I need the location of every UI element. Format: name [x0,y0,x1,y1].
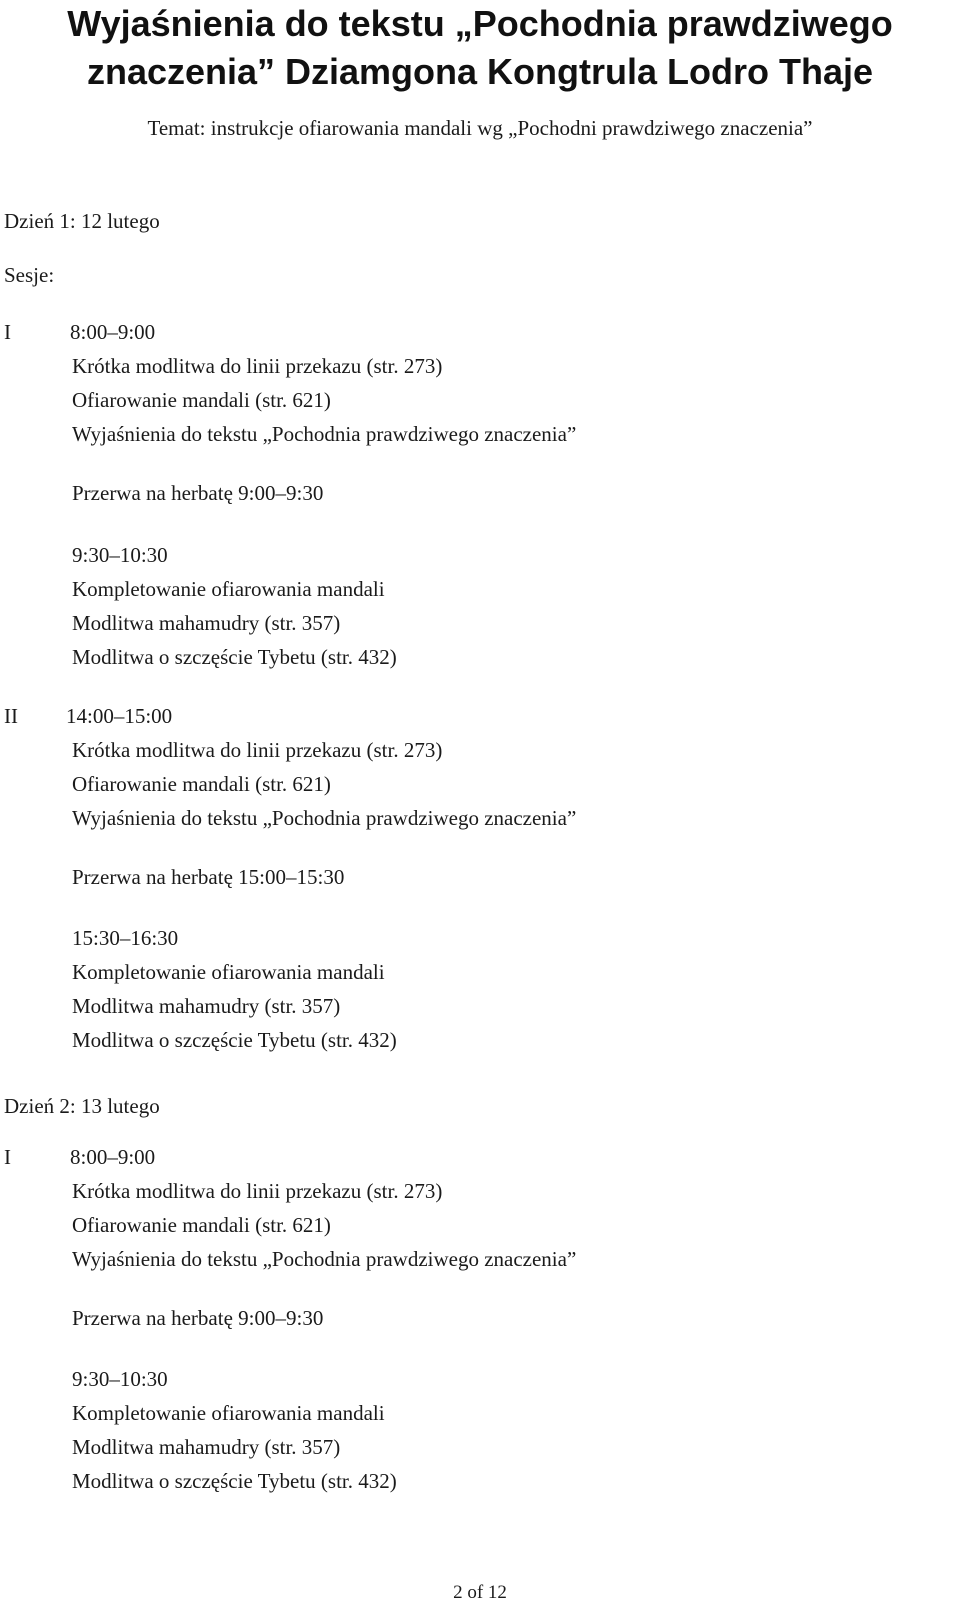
agenda-item: Wyjaśnienia do tekstu „Pochodnia prawdziwego znaczenia” [72,806,577,830]
subject-line: Temat: instrukcje ofiarowania mandali wg „Pochodni prawdziwego znaczenia” [147,116,813,140]
day-label: Dzień 1: 12 lutego [4,209,160,233]
tea-break: Przerwa na herbatę 15:00–15:30 [72,865,345,889]
document-title [0,0,960,96]
agenda-item: Modlitwa mahamudry (str. 357) [72,611,341,635]
agenda-item: Wyjaśnienia do tekstu „Pochodnia prawdziwego znaczenia” [72,422,577,446]
agenda-item: Modlitwa o szczęście Tybetu (str. 432) [72,1469,397,1493]
day-label: Dzień 2: 13 lutego [4,1094,160,1118]
tea-break: Przerwa na herbatę 9:00–9:30 [72,481,324,505]
agenda-item: Wyjaśnienia do tekstu „Pochodnia prawdziwego znaczenia” [72,1247,577,1271]
session-time: 9:30–10:30 [72,543,168,567]
agenda-item: Ofiarowanie mandali (str. 621) [72,388,331,412]
session-time: 15:30–16:30 [72,926,179,950]
agenda-item: Modlitwa o szczęście Tybetu (str. 432) [72,645,397,669]
session-time: 9:30–10:30 [72,1367,168,1391]
title-line-1: Wyjaśnienia do tekstu „Pochodnia prawdziwego [67,3,893,44]
tea-break: Przerwa na herbatę 9:00–9:30 [72,1306,324,1330]
agenda-item: Modlitwa mahamudry (str. 357) [72,994,341,1018]
agenda-item: Krótka modlitwa do linii przekazu (str. 273) [72,354,443,378]
agenda-item: Modlitwa mahamudry (str. 357) [72,1435,341,1459]
session-numeral: II [4,704,18,728]
page-indicator: 2 of 12 [453,1582,507,1603]
agenda-item: Kompletowanie ofiarowania mandali [72,1401,385,1425]
agenda-item: Kompletowanie ofiarowania mandali [72,577,385,601]
session-time: 14:00–15:00 [66,704,173,728]
agenda-item: Kompletowanie ofiarowania mandali [72,960,385,984]
session-numeral: I [4,1145,11,1169]
session-numeral: I [4,320,11,344]
session-time: 8:00–9:00 [70,320,156,344]
agenda-item: Krótka modlitwa do linii przekazu (str. 273) [72,1179,443,1203]
session-time: 8:00–9:00 [70,1145,156,1169]
agenda-item: Krótka modlitwa do linii przekazu (str. 273) [72,738,443,762]
agenda-item: Modlitwa o szczęście Tybetu (str. 432) [72,1028,397,1052]
title-line-2: znaczenia” Dziamgona Kongtrula Lodro Thaje [86,51,874,92]
agenda-item: Ofiarowanie mandali (str. 621) [72,772,331,796]
agenda-item: Ofiarowanie mandali (str. 621) [72,1213,331,1237]
sessions-label: Sesje: [4,263,55,287]
